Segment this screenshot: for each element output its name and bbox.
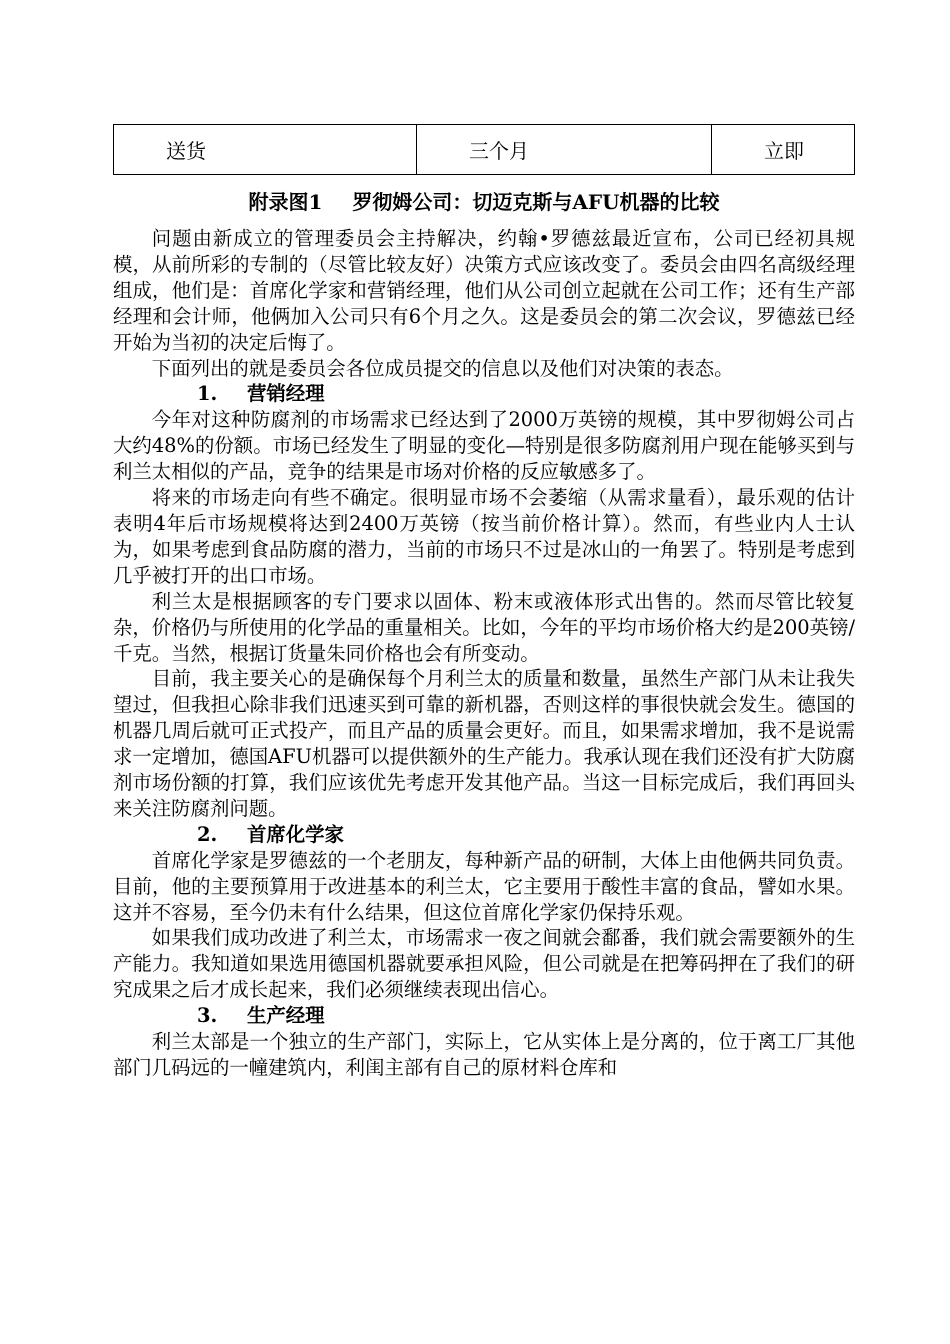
body-text xyxy=(113,226,855,1081)
section-number: 1. xyxy=(197,382,218,406)
caption-title: 罗彻姆公司：切迈克斯与AFU机器的比较 xyxy=(352,190,720,214)
section-heading xyxy=(113,381,855,407)
section-number: 2. xyxy=(197,822,218,846)
section-title: 首席化学家 xyxy=(247,822,344,846)
paragraph: 问题由新成立的管理委员会主持解决，约翰•罗德兹最近宣布，公司已经初具规模，从前所彩的专制的（尽管比较友好）决策方式应该改变了。委员会由四名高级经理组成，他们是：首席化学家和营销经理，他们从公司创立起就在公司工作；还有生产部经理和会计师，他俩加入公司只有6个月之久。这是委员会的第二次会议，罗德兹已经开始为当初的决定后悔了。 xyxy=(113,227,855,354)
paragraph: 如果我们成功改进了利兰太，市场需求一夜之间就会鄱番，我们就会需要额外的生产能力。我知道如果选用德国机器就要承担风险，但公司就是在把筹码押在了我们的研究成果之后才成长起来，我们必须继续表现出信心。 xyxy=(113,926,855,1002)
paragraph: 今年对这种防腐剂的市场需求已经达到了2000万英镑的规模，其中罗彻姆公司占大约48%的份额。市场已经发生了明显的变化—特别是很多防腐剂用户现在能够买到与利兰太相似的产品，竞争的结果是市场对价格的反应敏感多了。 xyxy=(113,408,855,484)
section-number: 3. xyxy=(197,1004,218,1028)
paragraph: 目前，我主要关心的是确保每个月利兰太的质量和数量，虽然生产部门从未让我失望过，但我担心除非我们迅速买到可靠的新机器，否则这样的事很快就会发生。德国的机器几周后就可正式投产，而且产品的质量会更好。而且，如果需求增加，我不是说需求一定增加，德国AFU机器可以提供额外的生产能力。我承认现在我们还没有扩大防腐剂市场份额的打算，我们应该优先考虑开发其他产品。当这一目标完成后，我们再回头来关注防腐剂问题。 xyxy=(113,667,855,820)
table-cell: 送货 xyxy=(114,125,417,175)
paragraph: 首席化学家是罗德兹的一个老朋友，每种新产品的研制，大体上由他俩共同负责。目前，他的主要预算用于改进基本的利兰太，它主要用于酸性丰富的食品，譬如水果。这并不容易，至今仍未有什么结果，但这位首席化学家仍保持乐观。 xyxy=(113,848,855,924)
paragraph: 将来的市场走向有些不确定。很明显市场不会萎缩（从需求量看），最乐观的估计表明4年后市场规模将达到2400万英镑（按当前价格计算）。然而，有些业内人士认为，如果考虑到食品防腐的潜力，当前的市场只不过是冰山的一角罢了。特别是考虑到几乎被打开的出口市场。 xyxy=(113,486,855,587)
comparison-table-fragment xyxy=(113,124,855,175)
section-title: 生产经理 xyxy=(247,1004,325,1028)
paragraph: 利兰太是根据顾客的专门要求以固体、粉末或液体形式出售的。然而尽管比较复杂，价格仍与所使用的化学品的重量相关。比如，今年的平均市场价格大约是200英镑/千克。当然，根据订货量朱同价格也会有所变动。 xyxy=(113,589,855,665)
paragraph: 下面列出的就是委员会各位成员提交的信息以及他们对决策的表态。 xyxy=(151,356,734,380)
table-row xyxy=(114,125,855,175)
table-cell: 立即 xyxy=(712,125,855,175)
paragraph: 利兰太部是一个独立的生产部门，实际上，它从实体上是分离的，位于离工厂其他部门几码远的一幢建筑内，利闺主部有自己的原材料仓库和 xyxy=(113,1030,855,1079)
section-title: 营销经理 xyxy=(247,382,325,406)
figure-caption xyxy=(113,186,855,215)
section-heading xyxy=(113,822,855,848)
section-heading xyxy=(113,1003,855,1029)
caption-label: 附录图1 xyxy=(248,190,323,214)
table-cell: 三个月 xyxy=(417,125,712,175)
